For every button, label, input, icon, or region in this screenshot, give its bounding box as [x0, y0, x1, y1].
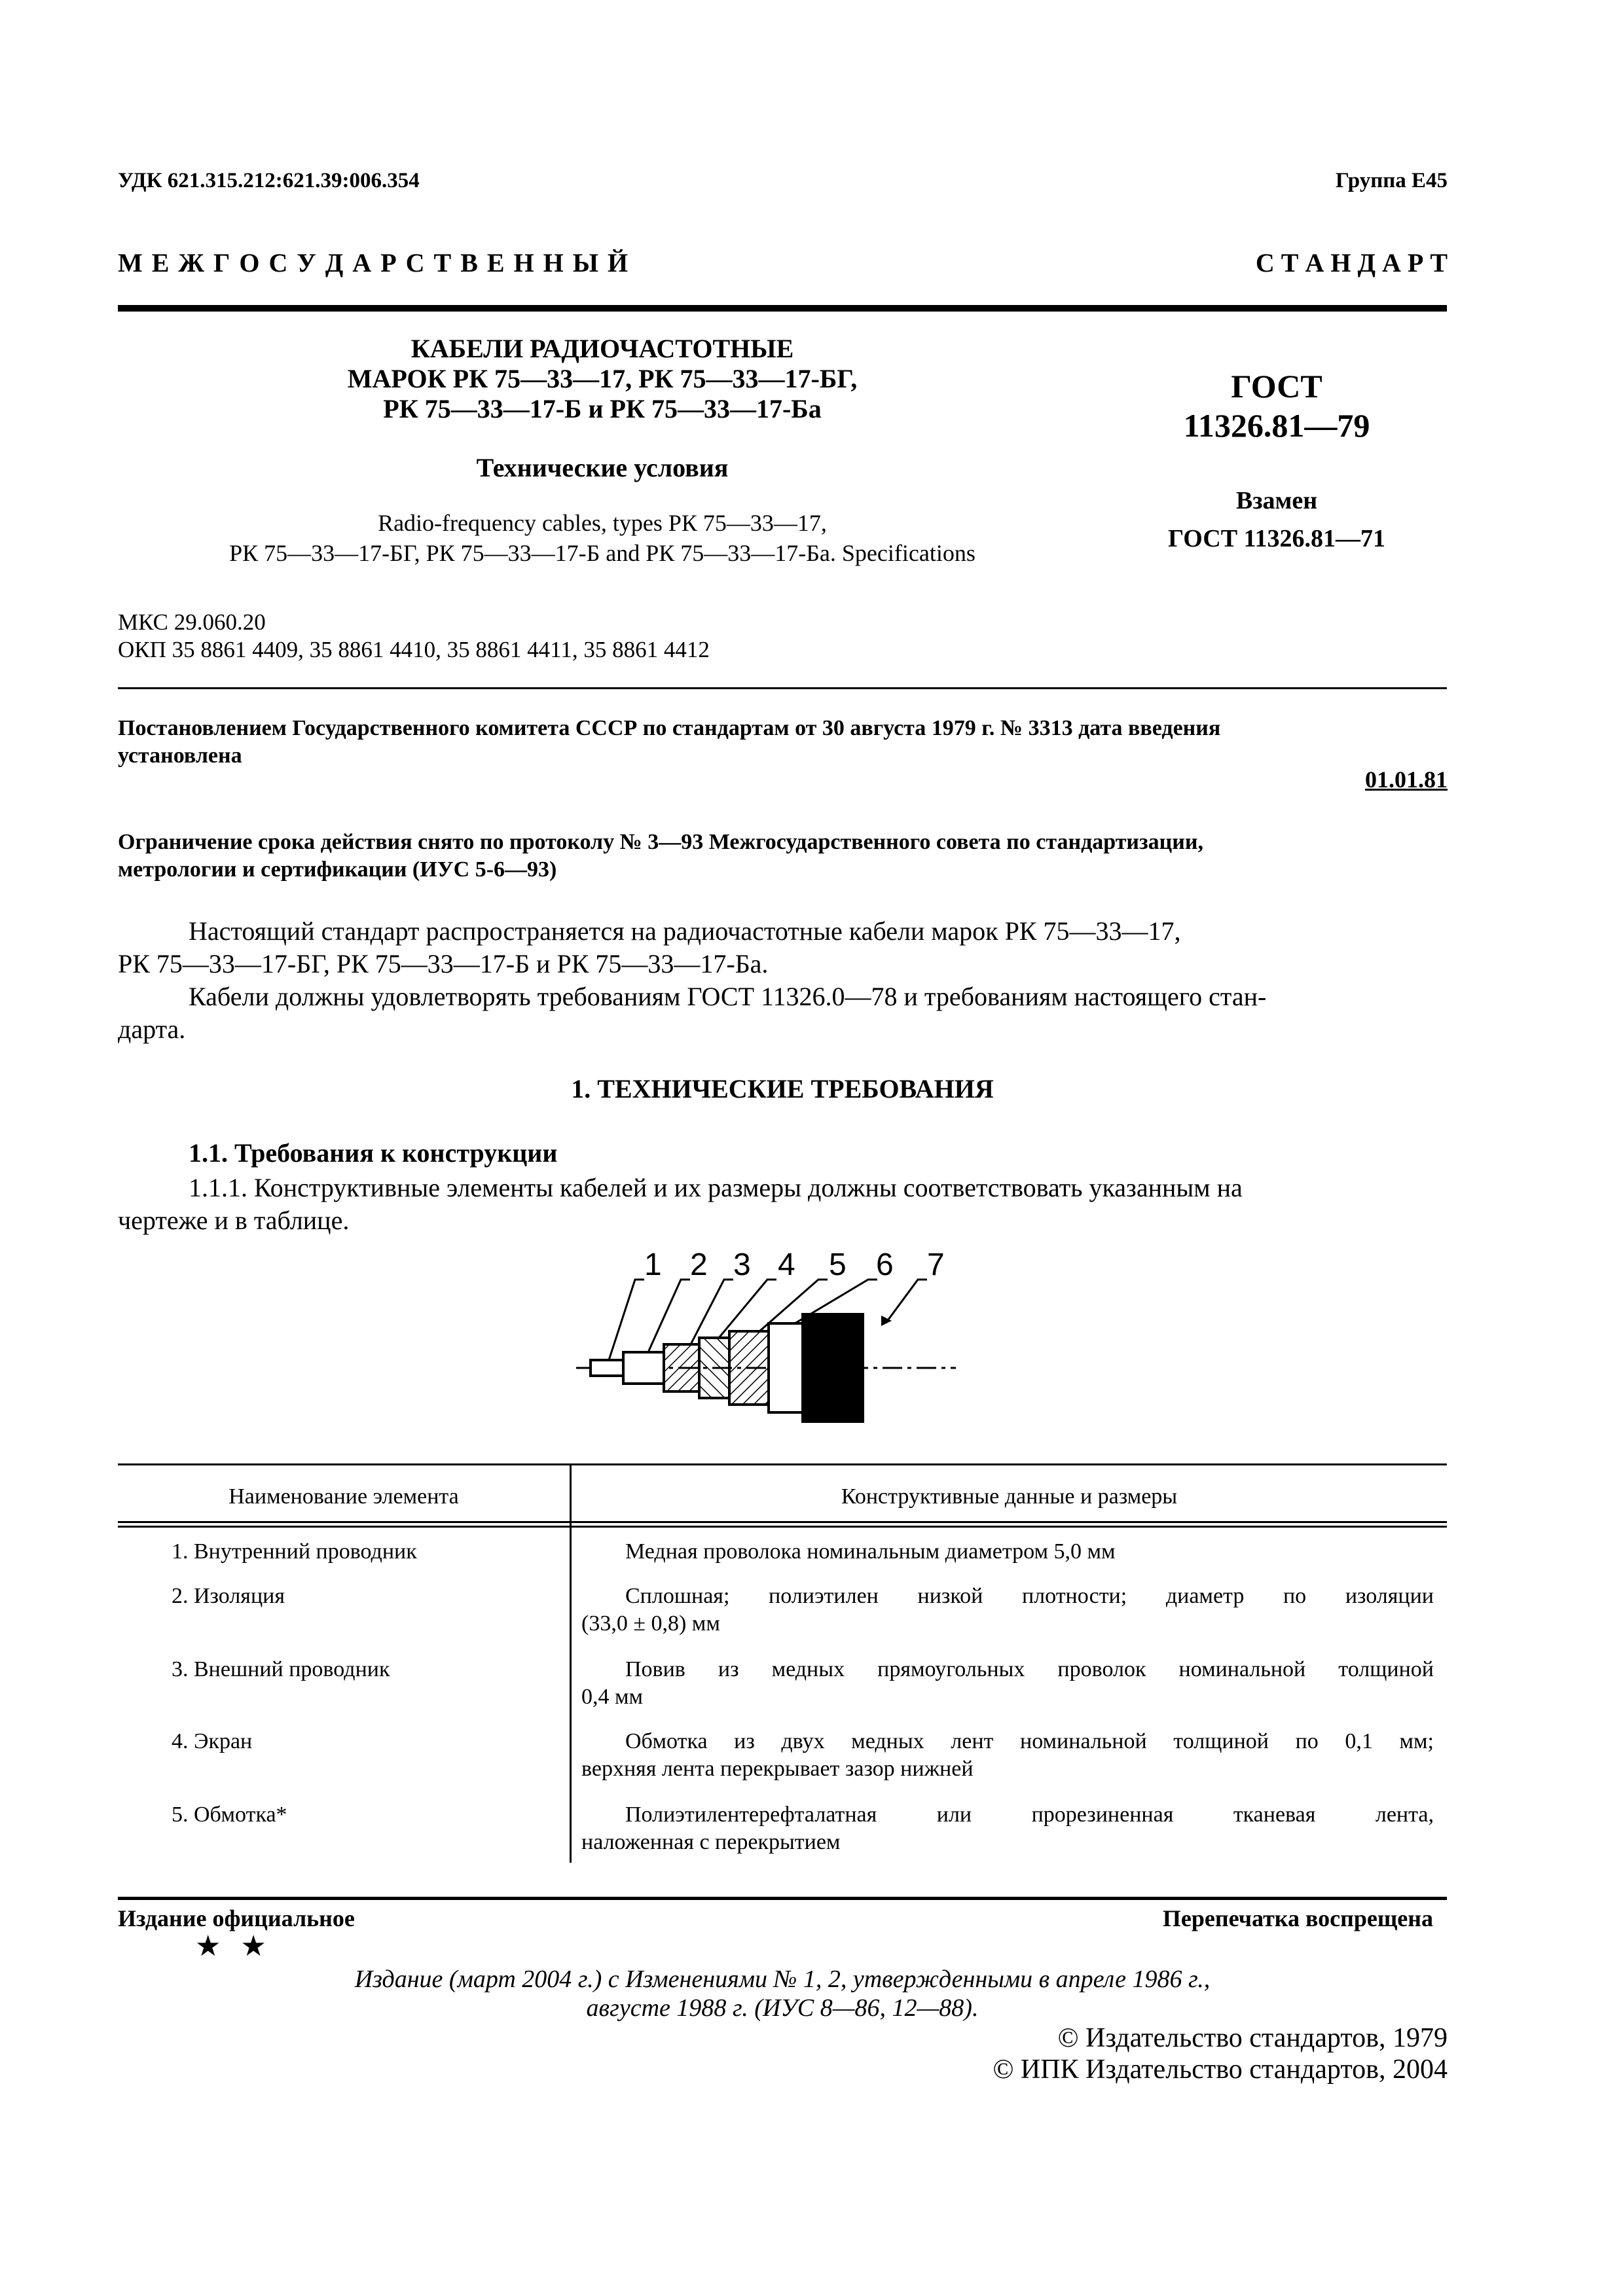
mks-code: МКС 29.060.20: [118, 609, 266, 635]
table-header-rule-1: [118, 1521, 1447, 1523]
copyright-2004: © ИПК Издательство стандартов, 2004: [993, 2054, 1448, 2085]
table-row-4-data-line-1: Обмотка из двух медных лент номинальной толщиной по 0,1 мм;: [625, 1729, 1434, 1753]
english-title-line-2: РК 75—33—17-БГ, РК 75—33—17-Б and РК 75—33—17-Ба. Specifications: [229, 540, 976, 566]
okp-code: ОКП 35 8861 4409, 35 8861 4410, 35 8861 4411, 35 8861 4412: [118, 637, 710, 662]
table-row-2-data-line-2: (33,0 ± 0,8) мм: [581, 1611, 720, 1636]
edition-line-1: Издание (март 2004 г.) с Изменениями № 1, 2, утвержденными в апреле 1986 г.,: [354, 1965, 1211, 1993]
stars: ★ ★: [195, 1929, 272, 1963]
insulation-shape: [623, 1352, 664, 1384]
footer-rule: [118, 1897, 1447, 1900]
reprint-prohibited: Перепечатка воспрещена: [1162, 1905, 1433, 1931]
intro-p2-line-2: дарта.: [118, 1014, 186, 1044]
banner-left: М Е Ж Г О С У Д А Р С Т В Е Н Н Ы Й: [118, 248, 629, 278]
drawing-label-3: 3: [733, 1247, 751, 1282]
table-header-name: Наименование элемента: [228, 1484, 459, 1509]
limitation-line-2: метрологии и сертификации (ИУС 5-6—93): [118, 857, 557, 882]
header-rule: [118, 305, 1447, 312]
banner-right: С Т А Н Д А Р Т: [1255, 248, 1448, 278]
section-p-line-1: 1.1.1. Конструктивные элементы кабелей и их размеры должны соответствовать указанным на: [189, 1173, 1243, 1202]
drawing-label-2: 2: [690, 1247, 708, 1282]
gost-number: 11326.81—79: [1183, 407, 1370, 444]
table-row-3-name: 3. Внешний проводник: [172, 1657, 390, 1681]
edition-line-2: августе 1988 г. (ИУС 8—86, 12—88).: [586, 1994, 979, 2022]
table-column-divider: [570, 1463, 572, 1863]
leader-line-1: [609, 1280, 644, 1360]
drawing-label-5: 5: [829, 1247, 847, 1282]
introduction-date: 01.01.81: [1365, 766, 1448, 793]
subtitle: Технические условия: [476, 453, 729, 482]
inner-conductor-shape: [591, 1360, 623, 1376]
table-row-2-name: 2. Изоляция: [172, 1584, 285, 1608]
wrapping-shape: [729, 1331, 769, 1405]
resolution-line-2: установлена: [118, 744, 242, 768]
udk-code: УДК 621.315.212:621.39:006.354: [118, 169, 420, 192]
table-row-2-data-line-1: Сплошная; полиэтилен низкой плотности; диаметр по изоляции: [625, 1584, 1434, 1608]
replaces-gost: ГОСТ 11326.81—71: [1168, 525, 1385, 552]
official-edition: Издание официальное: [118, 1905, 355, 1931]
intro-p1-line-2: РК 75—33—17-БГ, РК 75—33—17-Б и РК 75—33—17-Ба.: [118, 949, 769, 978]
limitation-line-1: Ограничение срока действия снято по протоколу № 3—93 Межгосударственного совета по стандартизации,: [118, 830, 1203, 854]
table-row-3-data-line-1: Повив из медных прямоугольных проволок номинальной толщиной: [625, 1657, 1434, 1681]
table-row-1-data-line-1: Медная проволока номинальным диаметром 5,0 мм: [625, 1539, 1116, 1564]
leader-line-3: [691, 1280, 733, 1344]
english-title-line-1: Radio-frequency cables, types РК 75—33—17,: [378, 510, 827, 536]
copyright-1979: © Издательство стандартов, 1979: [1057, 2023, 1448, 2053]
intro-p2-line-1: Кабели должны удовлетворять требованиям ГОСТ 11326.0—78 и требованиям настоящего стан-: [189, 982, 1267, 1011]
table-header-rule-2: [118, 1526, 1447, 1528]
table-top-rule: [118, 1463, 1447, 1465]
table-row-4-name: 4. Экран: [172, 1729, 253, 1753]
codes-rule: [118, 687, 1447, 689]
layer-6-shape: [769, 1323, 803, 1412]
title-line-2: МАРОК РК 75—33—17, РК 75—33—17-БГ,: [347, 364, 858, 393]
section-p-line-2: чертеже и в таблице.: [118, 1206, 350, 1235]
leader-line-2: [648, 1280, 690, 1352]
drawing-label-7: 7: [927, 1247, 945, 1282]
title-line-3: РК 75—33—17-Б и РК 75—33—17-Ба: [383, 394, 822, 423]
outer-conductor-shape: [664, 1344, 699, 1391]
drawing-label-1: 1: [644, 1247, 662, 1282]
title-line-1: КАБЕЛИ РАДИОЧАСТОТНЫЕ: [410, 334, 794, 363]
table-row-1-name: 1. Внутренний проводник: [172, 1539, 417, 1564]
gost-block: [1113, 367, 1440, 555]
drawing-label-4: 4: [778, 1247, 795, 1282]
drawing-label-6: 6: [876, 1247, 894, 1282]
replaces-label: Взамен: [1235, 487, 1318, 514]
table-row-5-data-line-1: Полиэтилентерефталатная или прорезиненная тканевая лента,: [625, 1803, 1434, 1827]
table-row-5-name: 5. Обмотка*: [172, 1803, 287, 1827]
table-header-data: Конструктивные данные и размеры: [841, 1484, 1178, 1509]
leader-line-7: [886, 1280, 927, 1322]
table-row-5-data-line-2: наложенная с перекрытием: [581, 1830, 841, 1854]
sub-heading: 1.1. Требования к конструкции: [189, 1138, 558, 1168]
resolution-line-1: Постановлением Государственного комитета СССР по стандартам от 30 августа 1979 г. № 3313 дата введения: [118, 716, 1221, 740]
title-block: [118, 334, 1087, 568]
group-code: Группа Е45: [1335, 169, 1448, 192]
section-heading: 1. ТЕХНИЧЕСКИЕ ТРЕБОВАНИЯ: [571, 1074, 994, 1103]
jacket-shape: [803, 1314, 863, 1422]
gost-label: ГОСТ: [1231, 368, 1322, 404]
intro-p1-line-1: Настоящий стандарт распространяется на радиочастотные кабели марок РК 75—33—17,: [189, 916, 1181, 946]
table-row-3-data-line-2: 0,4 мм: [581, 1685, 644, 1709]
table-row-4-data-line-2: верхняя лента перекрывает зазор нижней: [581, 1757, 974, 1781]
screen-shape: [699, 1338, 729, 1398]
cable-drawing: [570, 1244, 1002, 1440]
